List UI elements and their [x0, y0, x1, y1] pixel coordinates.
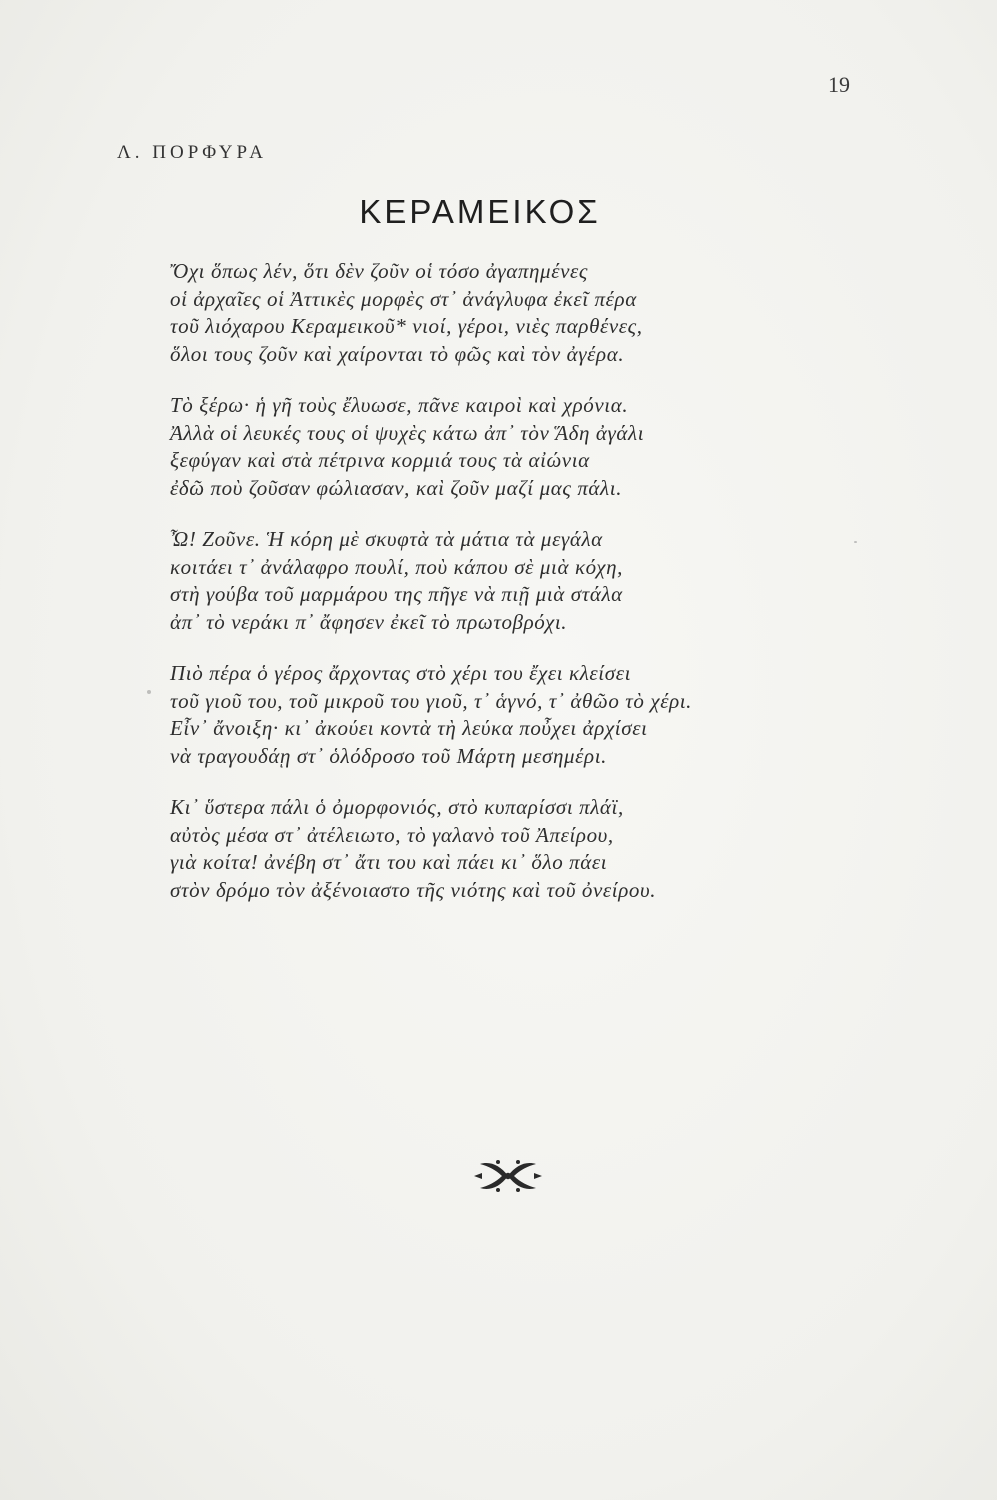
poem-line: κοιτάει τ᾽ ἀνάλαφρο πουλί, ποὺ κάπου σὲ μιὰ κόχη,: [170, 554, 624, 579]
stanza-5: [170, 794, 870, 904]
poem-line: τοῦ λιόχαρου Κεραμεικοῦ* νιοί, γέροι, νιὲς παρθένες,: [170, 314, 643, 338]
poem-line: στὸν δρόμο τὸν ἀξένοιαστο τῆς νιότης καὶ τοῦ ὀνείρου.: [170, 877, 657, 902]
page-number: 19: [828, 72, 850, 97]
poem-line: Εἶν᾽ ἄνοιξη· κι᾽ ἀκούει κοντὰ τὴ λεύκα ποὖχει ἀρχίσει: [170, 716, 648, 740]
poem-line: ξεφύγαν καὶ στὰ πέτρινα κορμιά τους τὰ αἰώνια: [170, 448, 590, 472]
paper-speck: [854, 541, 857, 543]
poem-line: οἱ ἀρχαῖες οἱ Ἀττικὲς μορφὲς στ᾽ ἀνάγλυφα ἐκεῖ πέρα: [170, 286, 637, 311]
fleuron-ornament-icon: [472, 1155, 544, 1197]
poem-line: ἀπ᾽ τὸ νεράκι π᾽ ἄφησεν ἐκεῖ τὸ πρωτοβρόχι.: [170, 609, 568, 634]
poem-line: νὰ τραγουδάῃ στ᾽ ὁλόδροσο τοῦ Μάρτη μεσημέρι.: [170, 743, 607, 768]
stanza-2: [170, 392, 870, 502]
stanza-3: [170, 526, 870, 636]
poem-line: γιὰ κοίτα! ἀνέβη στ᾽ ἄτι του καὶ πάει κι᾽ ὅλο πάει: [170, 850, 608, 874]
poem-line: Κι᾽ ὕστερα πάλι ὁ ὀμορφονιός, στὸ κυπαρίσσι πλάϊ,: [170, 795, 624, 819]
poem-line: ἐδῶ ποὺ ζοῦσαν φώλιασαν, καὶ ζοῦν μαζί μας πάλι.: [170, 475, 623, 500]
poem-line: Ἀλλὰ οἱ λευκές τους οἱ ψυχὲς κάτω ἀπ᾽ τὸν Ἅδη ἀγάλι: [170, 420, 645, 445]
stanza-4: [170, 660, 870, 770]
poem-line: Ὄχι ὅπως λέν, ὅτι δὲν ζοῦν οἱ τόσο ἀγαπημένες: [170, 259, 588, 283]
paper-speck: [147, 690, 151, 694]
poem-title: ΚΕΡΑΜΕΙΚΟΣ: [359, 193, 601, 230]
poem-line: Ὦ! Ζοῦνε. Ἡ κόρη μὲ σκυφτὰ τὰ μάτια τὰ μεγάλα: [170, 527, 603, 551]
poem-line: τοῦ γιοῦ του, τοῦ μικροῦ του γιοῦ, τ᾽ ἁγνό, τ᾽ ἀθῶο τὸ χέρι.: [170, 688, 693, 713]
poem-body: [170, 258, 870, 928]
stanza-1: [170, 258, 870, 368]
poem-line: στὴ γούβα τοῦ μαρμάρου της πῆγε νὰ πιῇ μιὰ στάλα: [170, 582, 623, 606]
author-name: Λ. ΠΟΡΦΥΡΑ: [117, 142, 268, 163]
poem-line: Πιὸ πέρα ὁ γέρος ἄρχοντας στὸ χέρι του ἔχει κλείσει: [170, 661, 632, 685]
poem-line: ὅλοι τους ζοῦν καὶ χαίρονται τὸ φῶς καὶ τὸν ἀγέρα.: [170, 341, 625, 366]
poem-line: Τὸ ξέρω· ἡ γῆ τοὺς ἔλυωσε, πᾶνε καιροὶ καὶ χρόνια.: [170, 393, 629, 417]
poem-line: αὐτὸς μέσα στ᾽ ἀτέλειωτο, τὸ γαλανὸ τοῦ Ἀπείρου,: [170, 822, 614, 847]
